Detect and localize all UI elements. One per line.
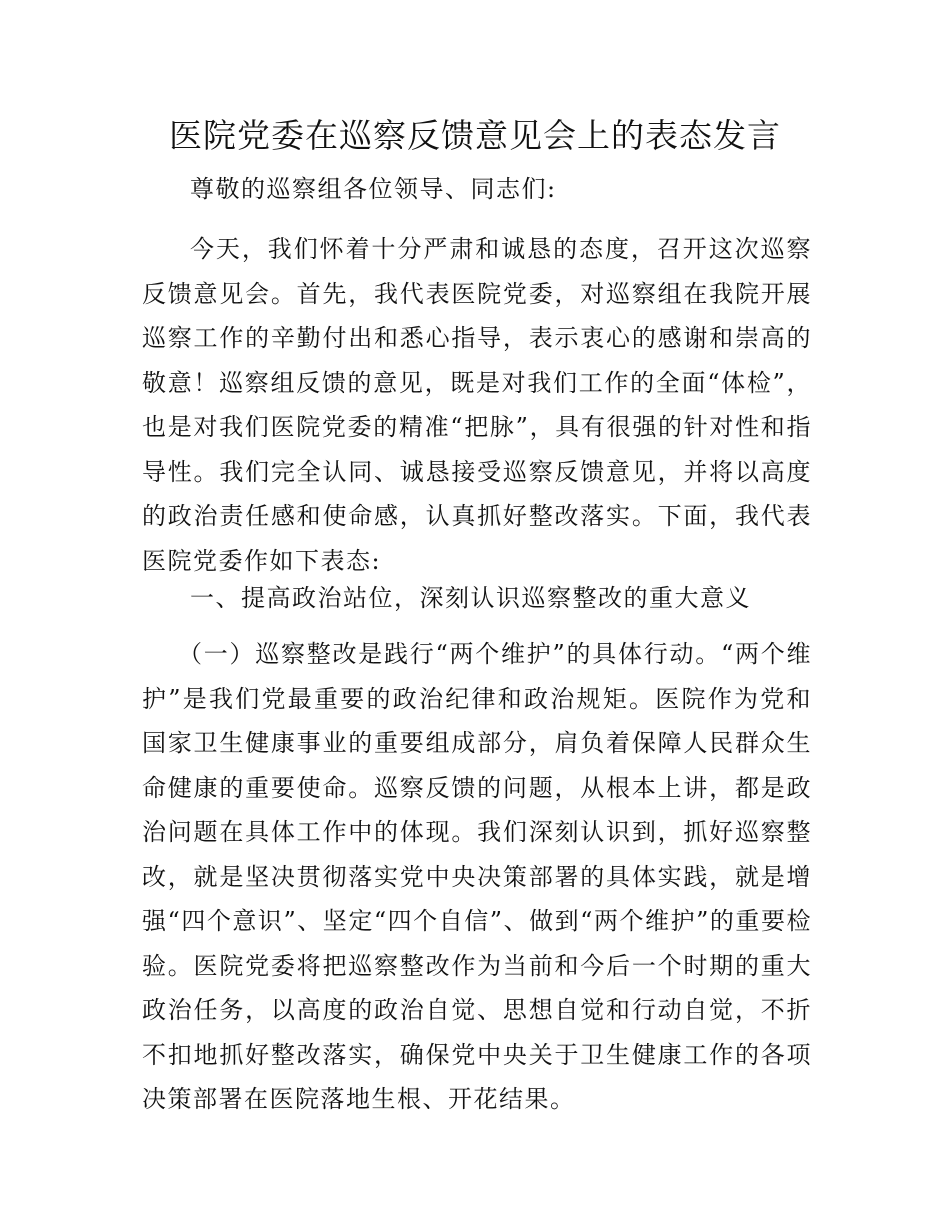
paragraph-section-1-1: （一）巡察整改是践行“两个维护”的具体行动。“两个维护”是我们党最重要的政治纪律和政治规矩。医院作为党和国家卫生健康事业的重要组成部分，肩负着保障人民群众生命健康的重要使命。巡察反馈的问题，从根本上讲，都是政治问题在具体工作中的体现。我们深刻认识到，抓好巡察整改，就是坚决贯彻落实党中央决策部署的具体实践，就是增强“四个意识”、坚定“四个自信”、做到“两个维护”的重要检验。医院党委将把巡察整改作为当前和今后一个时期的重大政治任务，以高度的政治自觉、思想自觉和行动自觉，不折不扣地抓好整改落实，确保党中央关于卫生健康工作的各项决策部署在医院落地生根、开花结果。: [142, 640, 812, 1113]
salutation: 尊敬的巡察组各位领导、同志们:: [190, 175, 557, 203]
section-heading-1: 一、提高政治站位，深刻认识巡察整改的重大意义: [190, 584, 751, 612]
paragraph-opening: 今天，我们怀着十分严肃和诚恳的态度，召开这次巡察反馈意见会。首先，我代表医院党委，对巡察组在我院开展巡察工作的辛勤付出和悉心指导，表示衷心的感谢和崇高的敬意！巡察组反馈的意见，既是对我们工作的全面“体检”，也是对我们医院党委的精准“把脉”，具有很强的针对性和指导性。我们完全认同、诚恳接受巡察反馈意见，并将以高度的政治责任感和使命感，认真抓好整改落实。下面，我代表医院党委作如下表态:: [142, 235, 812, 575]
document-title: 医院党委在巡察反馈意见会上的表态发言: [169, 116, 781, 155]
